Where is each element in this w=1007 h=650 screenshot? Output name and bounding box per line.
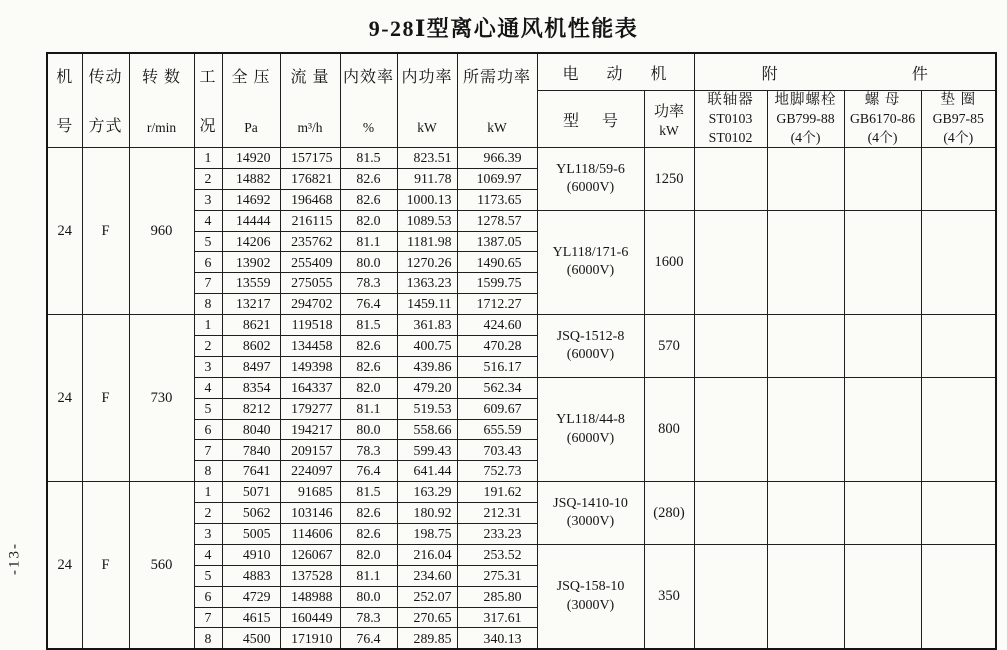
rpm-cell: 960	[129, 148, 194, 315]
pressure-cell: 14206	[222, 231, 280, 252]
anchor-bolt-cell-empty	[767, 148, 844, 211]
internal-power-cell: 439.86	[397, 356, 457, 377]
fan-performance-table	[46, 52, 997, 650]
condition-cell: 8	[194, 461, 222, 482]
condition-cell: 1	[194, 482, 222, 503]
header-efficiency-unit: %	[362, 119, 375, 135]
header-flow-line1: 流 量	[290, 68, 330, 86]
nut-cell-empty	[844, 377, 921, 481]
flow-cell: 164337	[280, 377, 340, 398]
pressure-cell: 14882	[222, 168, 280, 189]
flow-cell: 126067	[280, 544, 340, 565]
motor-voltage-text: (3000V)	[566, 514, 615, 530]
condition-cell: 4	[194, 210, 222, 231]
motor-model-cell	[537, 377, 644, 481]
flow-cell: 114606	[280, 524, 340, 545]
required-power-cell: 285.80	[457, 586, 537, 607]
required-power-cell: 470.28	[457, 336, 537, 357]
header-internal-power	[397, 53, 457, 148]
condition-cell: 2	[194, 336, 222, 357]
flow-cell: 216115	[280, 210, 340, 231]
motor-power-cell: (280)	[644, 482, 694, 545]
motor-model-cell	[537, 315, 644, 378]
motor-voltage-text: (6000V)	[566, 346, 615, 362]
rpm-cell: 560	[129, 482, 194, 650]
efficiency-cell: 76.4	[340, 628, 397, 649]
header-drive-line2: 方式	[88, 117, 123, 135]
header-nut-line3: (4个)	[867, 129, 898, 145]
condition-cell: 4	[194, 377, 222, 398]
header-anchor-bolt-line1: 地脚螺栓	[774, 92, 837, 109]
required-power-cell: 1490.65	[457, 252, 537, 273]
header-washer-line3: (4个)	[943, 129, 974, 145]
header-nut	[844, 91, 921, 148]
required-power-cell: 191.62	[457, 482, 537, 503]
washer-cell-empty	[921, 544, 996, 649]
header-anchor-bolt	[767, 91, 844, 148]
pressure-cell: 8040	[222, 419, 280, 440]
flow-cell: 91685	[280, 482, 340, 503]
header-required-power-unit: kW	[487, 119, 507, 135]
header-efficiency-line1: 内效率	[342, 68, 394, 86]
header-accessories-group	[694, 53, 996, 91]
header-required-power-line1: 所需功率	[462, 68, 531, 86]
motor-model-text: YL118/171-6	[552, 245, 629, 261]
required-power-cell: 317.61	[457, 607, 537, 628]
washer-cell-empty	[921, 482, 996, 545]
condition-cell: 5	[194, 565, 222, 586]
condition-cell: 2	[194, 503, 222, 524]
efficiency-cell: 81.1	[340, 398, 397, 419]
drive-type-cell: F	[82, 482, 129, 650]
efficiency-cell: 81.1	[340, 565, 397, 586]
header-motor-power-line1: 功率	[654, 103, 685, 120]
nut-cell-empty	[844, 148, 921, 211]
header-condition	[194, 53, 222, 148]
header-drive-line1: 传动	[88, 68, 123, 86]
internal-power-cell: 558.66	[397, 419, 457, 440]
efficiency-cell: 82.6	[340, 168, 397, 189]
pressure-cell: 13559	[222, 273, 280, 294]
header-flow-rate	[280, 53, 340, 148]
nut-cell-empty	[844, 482, 921, 545]
header-anchor-bolt-line3: (4个)	[790, 129, 821, 145]
flow-cell: 294702	[280, 294, 340, 315]
efficiency-cell: 82.6	[340, 524, 397, 545]
flow-cell: 149398	[280, 356, 340, 377]
internal-power-cell: 1459.11	[397, 294, 457, 315]
header-motor-power	[644, 91, 694, 148]
machine-no-cell: 24	[47, 482, 82, 650]
required-power-cell: 703.43	[457, 440, 537, 461]
machine-no-cell: 24	[47, 148, 82, 315]
header-coupling-line2: ST0103	[708, 111, 753, 127]
motor-voltage-text: (6000V)	[566, 430, 615, 446]
required-power-cell: 212.31	[457, 503, 537, 524]
internal-power-cell: 400.75	[397, 336, 457, 357]
header-motor-model	[537, 91, 644, 148]
pressure-cell: 13902	[222, 252, 280, 273]
required-power-cell: 562.34	[457, 377, 537, 398]
motor-voltage-text: (3000V)	[566, 597, 615, 613]
pressure-cell: 4883	[222, 565, 280, 586]
flow-cell: 134458	[280, 336, 340, 357]
efficiency-cell: 81.5	[340, 315, 397, 336]
header-total-pressure	[222, 53, 280, 148]
pressure-cell: 5062	[222, 503, 280, 524]
coupling-cell-empty	[694, 148, 767, 211]
washer-cell-empty	[921, 377, 996, 481]
efficiency-cell: 82.0	[340, 377, 397, 398]
flow-cell: 157175	[280, 148, 340, 169]
required-power-cell: 340.13	[457, 628, 537, 649]
internal-power-cell: 599.43	[397, 440, 457, 461]
header-speed	[129, 53, 194, 148]
pressure-cell: 8212	[222, 398, 280, 419]
required-power-cell: 752.73	[457, 461, 537, 482]
required-power-cell: 233.23	[457, 524, 537, 545]
flow-cell: 179277	[280, 398, 340, 419]
header-pressure-line1: 全 压	[231, 68, 271, 86]
required-power-cell: 253.52	[457, 544, 537, 565]
drive-type-cell: F	[82, 315, 129, 482]
header-anchor-bolt-line2: GB799-88	[776, 111, 835, 127]
efficiency-cell: 81.5	[340, 148, 397, 169]
motor-model-text: JSQ-1512-8	[556, 328, 625, 344]
motor-power-cell: 1250	[644, 148, 694, 211]
pressure-cell: 5005	[222, 524, 280, 545]
header-speed-line1: 转 数	[141, 68, 181, 86]
efficiency-cell: 82.6	[340, 336, 397, 357]
header-machine-no-line2: 号	[56, 117, 74, 135]
header-row-top	[47, 53, 996, 91]
flow-cell: 235762	[280, 231, 340, 252]
coupling-cell-empty	[694, 315, 767, 378]
pressure-cell: 14692	[222, 189, 280, 210]
internal-power-cell: 270.65	[397, 607, 457, 628]
internal-power-cell: 252.07	[397, 586, 457, 607]
motor-voltage-text: (6000V)	[566, 263, 615, 279]
motor-model-cell	[537, 544, 644, 649]
header-flow-unit: m³/h	[297, 119, 323, 135]
required-power-cell: 516.17	[457, 356, 537, 377]
motor-model-text: JSQ-158-10	[556, 579, 625, 595]
condition-cell: 8	[194, 628, 222, 649]
pressure-cell: 7840	[222, 440, 280, 461]
motor-model-text: YL118/44-8	[556, 412, 625, 428]
header-washer-line1: 垫 圈	[940, 92, 977, 109]
internal-power-cell: 1270.26	[397, 252, 457, 273]
table-row	[47, 482, 996, 503]
pressure-cell: 14920	[222, 148, 280, 169]
header-nut-line2: GB6170-86	[849, 111, 916, 127]
condition-cell: 6	[194, 586, 222, 607]
condition-cell: 1	[194, 315, 222, 336]
header-nut-line1: 螺 母	[864, 92, 901, 109]
anchor-bolt-cell-empty	[767, 544, 844, 649]
pressure-cell: 14444	[222, 210, 280, 231]
table-row	[47, 315, 996, 336]
efficiency-cell: 76.4	[340, 461, 397, 482]
condition-cell: 3	[194, 356, 222, 377]
condition-cell: 3	[194, 524, 222, 545]
header-accessories-char1: 附	[761, 65, 778, 83]
header-internal-efficiency	[340, 53, 397, 148]
condition-cell: 4	[194, 544, 222, 565]
coupling-cell-empty	[694, 377, 767, 481]
header-motor-power-unit: kW	[659, 122, 679, 138]
required-power-cell: 655.59	[457, 419, 537, 440]
efficiency-cell: 76.4	[340, 294, 397, 315]
header-condition-line1: 工	[199, 68, 217, 86]
motor-model-cell	[537, 148, 644, 211]
required-power-cell: 609.67	[457, 398, 537, 419]
header-pressure-unit: Pa	[244, 119, 258, 135]
condition-cell: 5	[194, 398, 222, 419]
flow-cell: 119518	[280, 315, 340, 336]
header-coupling-line3: ST0102	[708, 129, 753, 145]
nut-cell-empty	[844, 315, 921, 378]
motor-power-cell: 570	[644, 315, 694, 378]
efficiency-cell: 80.0	[340, 252, 397, 273]
efficiency-cell: 82.6	[340, 356, 397, 377]
header-motor-char2: 动	[606, 65, 625, 83]
condition-cell: 7	[194, 607, 222, 628]
condition-cell: 5	[194, 231, 222, 252]
condition-cell: 1	[194, 148, 222, 169]
efficiency-cell: 82.0	[340, 544, 397, 565]
required-power-cell: 1387.05	[457, 231, 537, 252]
header-model-char1: 型	[562, 112, 579, 130]
header-motor-group	[537, 53, 694, 91]
internal-power-cell: 641.44	[397, 461, 457, 482]
required-power-cell: 1069.97	[457, 168, 537, 189]
motor-power-cell: 800	[644, 377, 694, 481]
anchor-bolt-cell-empty	[767, 210, 844, 314]
pressure-cell: 13217	[222, 294, 280, 315]
required-power-cell: 1278.57	[457, 210, 537, 231]
pressure-cell: 4615	[222, 607, 280, 628]
efficiency-cell: 82.6	[340, 503, 397, 524]
internal-power-cell: 911.78	[397, 168, 457, 189]
header-drive-type	[82, 53, 129, 148]
flow-cell: 196468	[280, 189, 340, 210]
internal-power-cell: 519.53	[397, 398, 457, 419]
condition-cell: 3	[194, 189, 222, 210]
header-motor-char3: 机	[650, 65, 669, 83]
motor-power-cell: 1600	[644, 210, 694, 314]
header-machine-no-line1: 机	[56, 68, 74, 86]
motor-power-cell: 350	[644, 544, 694, 649]
motor-model-text: YL118/59-6	[556, 161, 625, 177]
internal-power-cell: 1089.53	[397, 210, 457, 231]
efficiency-cell: 78.3	[340, 607, 397, 628]
efficiency-cell: 78.3	[340, 273, 397, 294]
header-coupling	[694, 91, 767, 148]
flow-cell: 160449	[280, 607, 340, 628]
header-condition-line2: 况	[199, 117, 217, 135]
internal-power-cell: 361.83	[397, 315, 457, 336]
pressure-cell: 8602	[222, 336, 280, 357]
flow-cell: 275055	[280, 273, 340, 294]
condition-cell: 2	[194, 168, 222, 189]
pressure-cell: 4729	[222, 586, 280, 607]
required-power-cell: 1712.27	[457, 294, 537, 315]
required-power-cell: 275.31	[457, 565, 537, 586]
efficiency-cell: 82.0	[340, 210, 397, 231]
header-accessories-char2: 件	[911, 65, 928, 83]
condition-cell: 7	[194, 440, 222, 461]
required-power-cell: 1599.75	[457, 273, 537, 294]
rpm-cell: 730	[129, 315, 194, 482]
header-coupling-line1: 联轴器	[707, 92, 754, 109]
washer-cell-empty	[921, 148, 996, 211]
efficiency-cell: 80.0	[340, 419, 397, 440]
efficiency-cell: 81.5	[340, 482, 397, 503]
internal-power-cell: 479.20	[397, 377, 457, 398]
coupling-cell-empty	[694, 544, 767, 649]
internal-power-cell: 198.75	[397, 524, 457, 545]
nut-cell-empty	[844, 544, 921, 649]
flow-cell: 194217	[280, 419, 340, 440]
header-model-char2: 号	[601, 112, 618, 130]
internal-power-cell: 1000.13	[397, 189, 457, 210]
anchor-bolt-cell-empty	[767, 377, 844, 481]
condition-cell: 6	[194, 419, 222, 440]
header-washer	[921, 91, 996, 148]
flow-cell: 171910	[280, 628, 340, 649]
machine-no-cell: 24	[47, 315, 82, 482]
internal-power-cell: 163.29	[397, 482, 457, 503]
pressure-cell: 8497	[222, 356, 280, 377]
required-power-cell: 966.39	[457, 148, 537, 169]
table-row	[47, 148, 996, 169]
condition-cell: 8	[194, 294, 222, 315]
header-motor-char1: 电	[562, 65, 581, 83]
internal-power-cell: 823.51	[397, 148, 457, 169]
efficiency-cell: 78.3	[340, 440, 397, 461]
efficiency-cell: 81.1	[340, 231, 397, 252]
header-washer-line2: GB97-85	[932, 111, 984, 127]
efficiency-cell: 82.6	[340, 189, 397, 210]
pressure-cell: 4910	[222, 544, 280, 565]
motor-model-text: JSQ-1410-10	[553, 495, 628, 511]
coupling-cell-empty	[694, 210, 767, 314]
header-internal-power-line1: 内功率	[401, 68, 453, 86]
washer-cell-empty	[921, 315, 996, 378]
flow-cell: 209157	[280, 440, 340, 461]
required-power-cell: 424.60	[457, 315, 537, 336]
motor-model-cell	[537, 210, 644, 314]
coupling-cell-empty	[694, 482, 767, 545]
pressure-cell: 5071	[222, 482, 280, 503]
required-power-cell: 1173.65	[457, 189, 537, 210]
pressure-cell: 7641	[222, 461, 280, 482]
condition-cell: 6	[194, 252, 222, 273]
page-title: 9-28Ⅰ型离心通风机性能表	[368, 16, 639, 41]
internal-power-cell: 1181.98	[397, 231, 457, 252]
pressure-cell: 8621	[222, 315, 280, 336]
internal-power-cell: 180.92	[397, 503, 457, 524]
flow-cell: 137528	[280, 565, 340, 586]
flow-cell: 255409	[280, 252, 340, 273]
page-number: -13-	[6, 542, 23, 575]
flow-cell: 148988	[280, 586, 340, 607]
pressure-cell: 4500	[222, 628, 280, 649]
nut-cell-empty	[844, 210, 921, 314]
flow-cell: 176821	[280, 168, 340, 189]
internal-power-cell: 216.04	[397, 544, 457, 565]
flow-cell: 224097	[280, 461, 340, 482]
header-speed-unit: r/min	[146, 119, 177, 135]
anchor-bolt-cell-empty	[767, 315, 844, 378]
motor-model-cell	[537, 482, 644, 545]
internal-power-cell: 234.60	[397, 565, 457, 586]
header-internal-power-unit: kW	[417, 119, 437, 135]
header-machine-no	[47, 53, 82, 148]
flow-cell: 103146	[280, 503, 340, 524]
header-required-power	[457, 53, 537, 148]
drive-type-cell: F	[82, 148, 129, 315]
motor-voltage-text: (6000V)	[566, 179, 615, 195]
efficiency-cell: 80.0	[340, 586, 397, 607]
anchor-bolt-cell-empty	[767, 482, 844, 545]
washer-cell-empty	[921, 210, 996, 314]
internal-power-cell: 1363.23	[397, 273, 457, 294]
pressure-cell: 8354	[222, 377, 280, 398]
internal-power-cell: 289.85	[397, 628, 457, 649]
condition-cell: 7	[194, 273, 222, 294]
